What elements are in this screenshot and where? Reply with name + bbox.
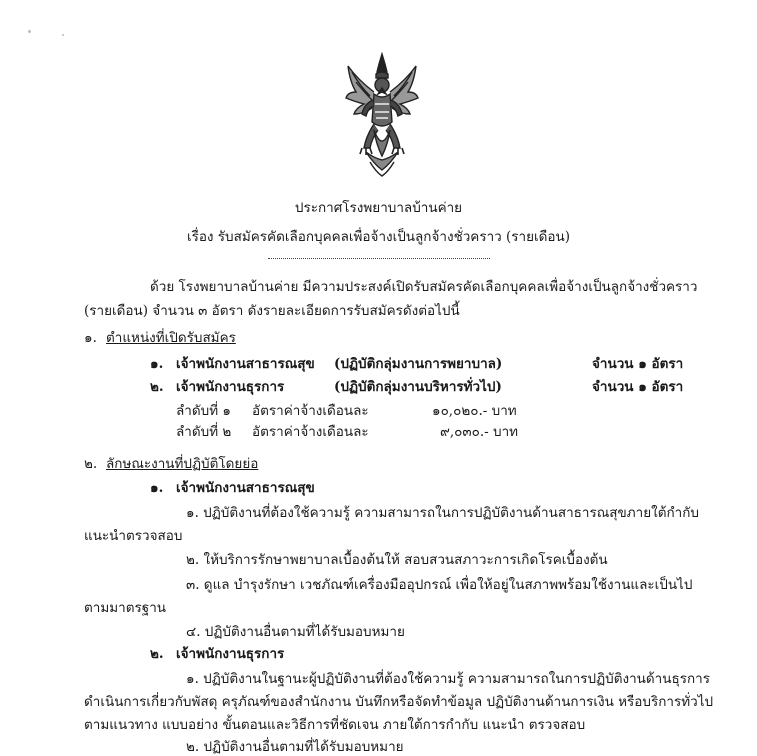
dotted-divider xyxy=(268,258,490,259)
section-1-heading: ตำแหน่งที่เปิดรับสมัคร xyxy=(106,330,236,346)
job-1-item-4: ๔. ปฏิบัติงานอื่นตามที่ได้รับมอบหมาย xyxy=(186,624,405,640)
wage-2-amount: ๙,๐๓๐.- บาท xyxy=(440,424,519,440)
scan-speck xyxy=(28,30,31,33)
garuda-emblem-icon xyxy=(344,52,420,180)
wage-1-order: ลำดับที่ ๑ xyxy=(176,403,231,419)
position-2-title: เจ้าพนักงานธุรการ xyxy=(176,379,285,395)
job-2-item-2: ๒. ปฏิบัติงานอื่นตามที่ได้รับมอบหมาย xyxy=(186,739,404,755)
job-2-title: เจ้าพนักงานธุรการ xyxy=(176,646,285,662)
section-2-number: ๒. xyxy=(84,456,98,472)
intro-line-1: ด้วย โรงพยาบาลบ้านค่าย มีความประสงค์เปิดรับสมัครคัดเลือกบุคคลเพื่อจ้างเป็นลูกจ้างชั่วคราว xyxy=(150,279,698,295)
position-1-title: เจ้าพนักงานสาธารณสุข xyxy=(176,356,315,372)
job-1-item-1-line-1: ๑. ปฏิบัติงานที่ต้องใช้ความรู้ ความสามารถในการปฏิบัติงานด้านสาธารณสุขภายใต้กำกับ xyxy=(186,505,699,521)
section-1-number: ๑. xyxy=(84,330,97,346)
scan-speck xyxy=(62,34,64,36)
announcement-subject: เรื่อง รับสมัครคัดเลือกบุคคลเพื่อจ้างเป็นลูกจ้างชั่วคราว (รายเดือน) xyxy=(186,229,571,245)
intro-line-2: (รายเดือน) จำนวน ๓ อัตรา ดังรายละเอียดการรับสมัครดังต่อไปนี้ xyxy=(84,303,460,319)
position-1-group: (ปฏิบัติกลุ่มงานการพยาบาล) xyxy=(334,356,503,372)
job-1-item-1-line-2: แนะนำตรวจสอบ xyxy=(84,528,183,544)
job-2-item-1-line-2: ดำเนินการเกี่ยวกับพัสดุ ครุภัณฑ์ของสำนักงาน บันทึกหรือจัดทำข้อมูล ปฏิบัติงานด้านการเงิน หรือบริการทั่วไป xyxy=(84,694,714,710)
wage-1-amount: ๑๐,๐๒๐.- บาท xyxy=(432,403,517,419)
position-2-group: (ปฏิบัติกลุ่มงานบริหารทั่วไป) xyxy=(334,379,502,395)
wage-1-label: อัตราค่าจ้างเดือนละ xyxy=(252,403,369,419)
position-1-number: ๑. xyxy=(150,356,164,372)
announcement-title: ประกาศโรงพยาบาลบ้านค่าย xyxy=(294,200,463,216)
job-2-item-1-line-1: ๑. ปฏิบัติงานในฐานะผู้ปฏิบัติงานที่ต้องใช้ความรู้ ความสามารถในการปฏิบัติงานด้านธุรการ xyxy=(186,671,710,687)
wage-2-label: อัตราค่าจ้างเดือนละ xyxy=(252,424,369,440)
job-1-title: เจ้าพนักงานสาธารณสุข xyxy=(176,480,315,496)
section-2-heading: ลักษณะงานที่ปฏิบัติโดยย่อ xyxy=(106,456,259,472)
job-1-item-3-line-2: ตามมาตรฐาน xyxy=(84,600,167,616)
position-2-count: จำนวน ๑ อัตรา xyxy=(592,379,684,395)
job-1-number: ๑. xyxy=(150,480,164,496)
job-2-item-1-line-3: ตามแนวทาง แบบอย่าง ขั้นตอนและวิธีการที่ชัดเจน ภายใต้การกำกับ แนะนำ ตรวจสอบ xyxy=(84,717,586,733)
position-1-count: จำนวน ๑ อัตรา xyxy=(592,356,684,372)
position-2-number: ๒. xyxy=(150,379,164,395)
job-2-number: ๒. xyxy=(150,646,164,662)
wage-2-order: ลำดับที่ ๒ xyxy=(176,424,232,440)
job-1-item-2: ๒. ให้บริการรักษาพยาบาลเบื้องต้นให้ สอบสวนสภาวะการเกิดโรคเบื้องต้น xyxy=(186,552,608,568)
job-1-item-3-line-1: ๓. ดูแล บำรุงรักษา เวชภัณฑ์เครื่องมืออุปกรณ์ เพื่อให้อยู่ในสภาพพร้อมใช้งานและเป็นไป xyxy=(186,577,693,593)
